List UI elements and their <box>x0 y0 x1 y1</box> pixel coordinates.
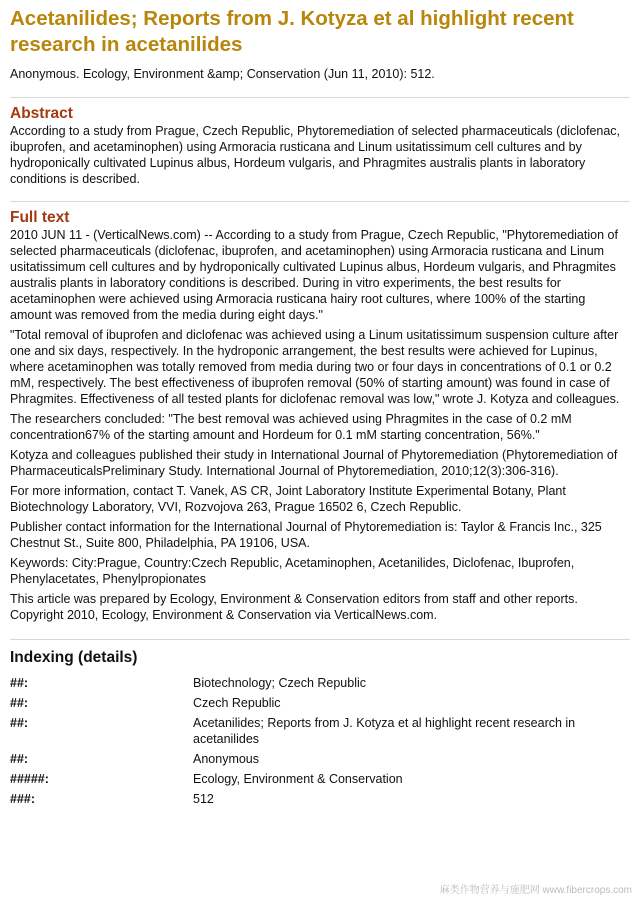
indexing-row <box>10 751 630 767</box>
abstract-section <box>10 97 630 187</box>
indexing-heading: Indexing (details) <box>10 649 138 666</box>
indexing-row <box>10 791 630 807</box>
fulltext-paragraph: "Total removal of ibuprofen and diclofenac was achieved using a Linum usitatissimum suspension culture after one and six days, respectively. In the hydroponic arrangement, the best results were achieved for Lupinus, where acetaminophen was totally removed from media during two or four days in concentrations of 0.1 or 0.2 mM, respectively. The best effectiveness of ibuprofen removal (50% of starting amount) was found in case of Phragmites. Effectiveness of all tested plants for diclofenac removal was low," wrote J. Kotyza and colleagues. <box>10 328 620 406</box>
indexing-row <box>10 715 630 747</box>
indexing-label: ##: <box>10 716 29 730</box>
abstract-text: According to a study from Prague, Czech Republic, Phytoremediation of selected pharmaceuticals (diclofenac, ibuprofen, and acetaminophen) using Armoracia rusticana and Linum usitatissimum cell cultures and by hydroponically cultivated Lupinus albus, Hordeum vulgaris, and Phragmites australis plants in laboratory conditions is described. <box>10 124 621 186</box>
fulltext-paragraph: The researchers concluded: "The best removal was achieved using Phragmites in the case of 0.2 mM concentration67% of the starting amount and Hordeum for 0.1 mM starting concentration, 56%." <box>10 412 572 442</box>
indexing-row <box>10 771 630 787</box>
fulltext-paragraph: 2010 JUN 11 - (VerticalNews.com) -- According to a study from Prague, Czech Republic, "Phytoremediation of selected pharmaceuticals (diclofenac, ibuprofen, and acetaminophen) using Armoracia rusticana and Linum usitatissimum cell cultures and by hydroponically cultivated Lupinus albus, Hordeum vulgaris, and Phragmites australis plants in laboratory conditions is described. During in vitro experiments, the best results for acetaminophen were achieved using Armoracia rusticana hairy root cultures, where 100% of the starting amount was removed from the media during eight days." <box>10 228 618 322</box>
fulltext-body <box>10 227 630 623</box>
abstract-heading: Abstract <box>10 105 73 122</box>
indexing-label: #####: <box>10 772 49 786</box>
fulltext-paragraph: This article was prepared by Ecology, Environment & Conservation editors from staff and other reports. Copyright 2010, Ecology, Environment & Conservation via VerticalNews.com. <box>10 592 578 622</box>
indexing-value: Ecology, Environment & Conservation <box>193 772 403 786</box>
indexing-value: Anonymous <box>193 752 260 766</box>
indexing-value: Acetanilides; Reports from J. Kotyza et al highlight recent research in acetanilides <box>193 716 576 746</box>
indexing-section <box>10 639 630 807</box>
indexing-row <box>10 675 630 691</box>
indexing-row <box>10 695 630 711</box>
fulltext-paragraph: For more information, contact T. Vanek, AS CR, Joint Laboratory Institute Experimental Botany, Plant Biotechnology Laboratory, VVI, Rozvojova 263, Prague 16502 6, Czech Republic. <box>10 484 566 514</box>
fulltext-section <box>10 201 630 623</box>
fulltext-paragraph: Keywords: City:Prague, Country:Czech Republic, Acetaminophen, Acetanilides, Diclofenac, Ibuprofen, Phenylacetates, Phenylpropionates <box>10 556 575 586</box>
indexing-label: ##: <box>10 752 29 766</box>
indexing-label: ##: <box>10 696 29 710</box>
indexing-label: ###: <box>10 792 36 806</box>
citation-line: Anonymous. Ecology, Environment &amp; Conservation (Jun 11, 2010): 512. <box>10 67 435 81</box>
indexing-label: ##: <box>10 676 29 690</box>
document-title: Acetanilides; Reports from J. Kotyza et al highlight recent research in acetanilides <box>10 7 574 56</box>
indexing-value: Biotechnology; Czech Republic <box>193 676 367 690</box>
fulltext-paragraph: Publisher contact information for the International Journal of Phytoremediation is: Taylor & Francis Inc., 325 Chestnut St., Suite 800, Philadelphia, PA 19106, USA. <box>10 520 602 550</box>
indexing-value: 512 <box>193 792 214 806</box>
fulltext-paragraph: Kotyza and colleagues published their study in International Journal of Phytoremediation (Phytoremediation of PharmaceuticalsPreliminary Study. International Journal of Phytoremediation, 2010;12(3):306-316). <box>10 448 618 478</box>
watermark: 麻类作物营养与施肥网 www.fibercrops.com <box>439 885 632 896</box>
indexing-value: Czech Republic <box>193 696 281 710</box>
fulltext-heading: Full text <box>10 209 70 226</box>
